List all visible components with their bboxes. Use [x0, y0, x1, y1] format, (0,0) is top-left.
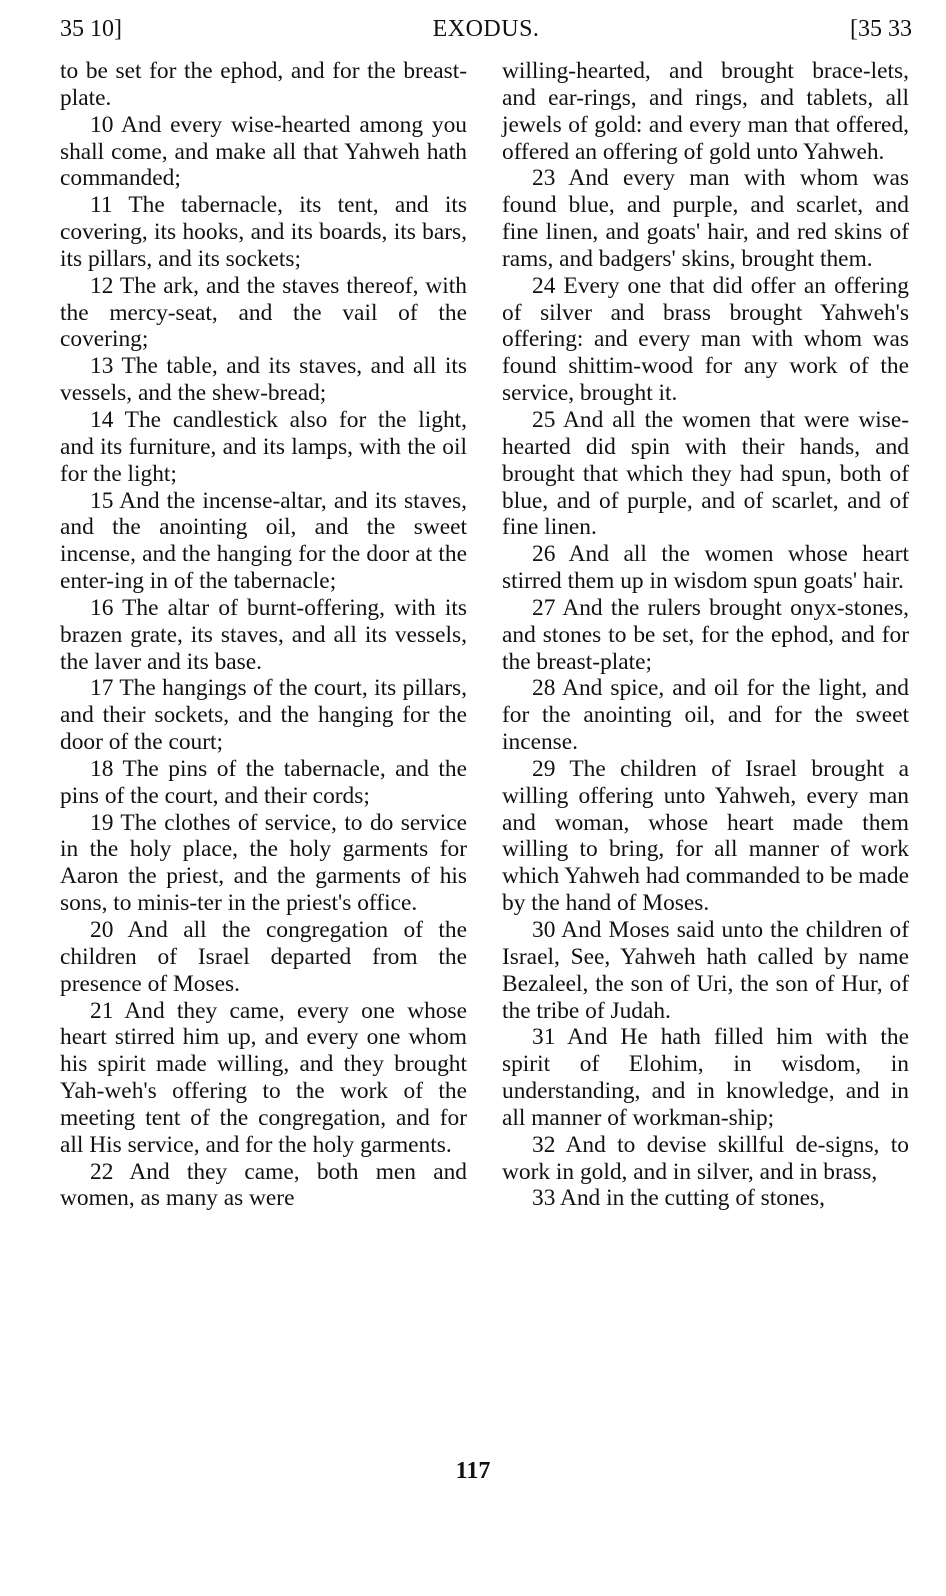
verse-paragraph: 27 And the rulers brought onyx-stones, and stones to be set, for the ephod, and for the breast-plate;	[502, 594, 909, 675]
page-title: EXODUS.	[432, 16, 540, 42]
verse-paragraph: 28 And spice, and oil for the light, and for the anointing oil, and for the sweet incense.	[502, 675, 909, 756]
verse-paragraph: 16 The altar of burnt-offering, with its brazen grate, its staves, and all its vessels, the laver and its base.	[60, 594, 467, 675]
verse-paragraph: 18 The pins of the tabernacle, and the pins of the court, and their cords;	[60, 755, 467, 809]
verse-paragraph: 29 The children of Israel brought a willing offering unto Yahweh, every man and woman, whose heart made them willing to bring, for all manner of work which Yahweh had commanded to be made by the hand of Moses.	[502, 755, 909, 917]
verse-paragraph: 11 The tabernacle, its tent, and its covering, its hooks, and its boards, its bars, its pillars, and its sockets;	[60, 192, 467, 272]
header-left-reference: 35 10]	[60, 16, 122, 42]
verse-paragraph: 23 And every man with whom was found blue, and purple, and scarlet, and fine linen, and goats' hair, and red skins of rams, and badgers' skins, brought them.	[502, 165, 909, 272]
verse-paragraph: 12 The ark, and the staves thereof, with the mercy-seat, and the vail of the covering;	[60, 272, 467, 353]
header-right-reference: [35 33	[850, 16, 912, 42]
verse-paragraph: 32 And to devise skillful de-signs, to work in gold, and in silver, and in brass,	[502, 1131, 909, 1185]
verse-paragraph: 21 And they came, every one whose heart stirred him up, and every one whom his spirit made willing, and they brought Yah-weh's offering to the work of the meeting tent of the congregation, and for all His service, and for the holy garments.	[60, 997, 467, 1158]
verse-paragraph: 17 The hangings of the court, its pillars, and their sockets, and the hanging for the door of the court;	[60, 675, 467, 756]
verse-paragraph: 31 And He hath filled him with the spirit of Elohim, in wisdom, in understanding, and in knowledge, and in all manner of workman-ship;	[502, 1024, 909, 1131]
verse-paragraph: 26 And all the women whose heart stirred them up in wisdom spun goats' hair.	[502, 541, 909, 595]
right-column	[502, 58, 909, 1212]
verse-paragraph: 24 Every one that did offer an offering of silver and brass brought Yahweh's offering: and every man with whom was found shittim-wood for any work of the service, brought it.	[502, 272, 909, 407]
verse-paragraph: 20 And all the congregation of the children of Israel departed from the presence of Moses.	[60, 917, 467, 997]
page-number: 117	[455, 1458, 491, 1484]
page-header	[60, 16, 912, 50]
verse-paragraph: 19 The clothes of service, to do service in the holy place, the holy garments for Aaron the priest, and the garments of his sons, to minis-ter in the priest's office.	[60, 809, 467, 917]
verse-paragraph: willing-hearted, and brought brace-lets, and ear-rings, and rings, and tablets, all jewels of gold: and every man that offered, offered an offering of gold unto Yahweh.	[502, 58, 909, 165]
verse-paragraph: 22 And they came, both men and women, as many as were	[60, 1158, 467, 1212]
verse-paragraph: to be set for the ephod, and for the breast-plate.	[60, 58, 467, 111]
verse-paragraph: 15 And the incense-altar, and its staves, and the anointing oil, and the sweet incense, and the hanging for the door at the enter-ing in of the tabernacle;	[60, 487, 467, 595]
verse-paragraph: 14 The candlestick also for the light, and its furniture, and its lamps, with the oil for the light;	[60, 406, 467, 487]
verse-paragraph: 25 And all the women that were wise-hearted did spin with their hands, and brought that which they had spun, both of blue, and of purple, and of scarlet, and of fine linen.	[502, 406, 909, 541]
verse-paragraph: 30 And Moses said unto the children of Israel, See, Yahweh hath called by name Bezaleel, the son of Uri, the son of Hur, of the tribe of Judah.	[502, 917, 909, 1024]
verse-paragraph: 33 And in the cutting of stones,	[532, 1185, 826, 1212]
left-column	[60, 58, 467, 1212]
verse-paragraph: 13 The table, and its staves, and all its vessels, and the shew-bread;	[60, 353, 467, 407]
verse-paragraph: 10 And every wise-hearted among you shall come, and make all that Yahweh hath commanded;	[60, 111, 467, 192]
